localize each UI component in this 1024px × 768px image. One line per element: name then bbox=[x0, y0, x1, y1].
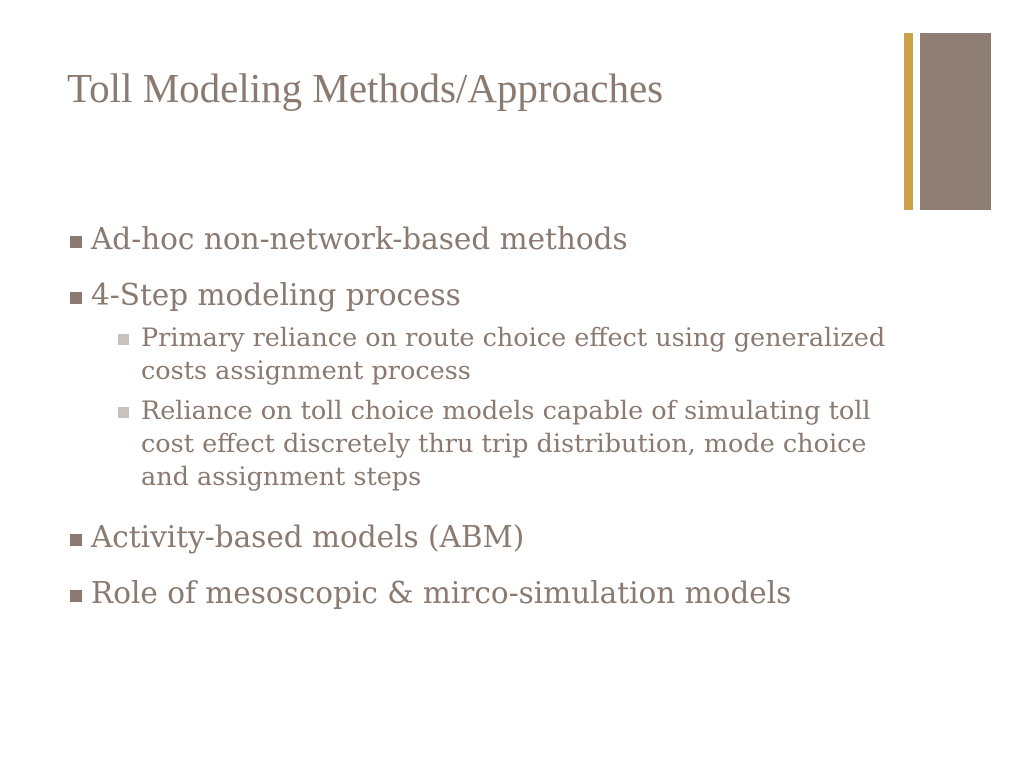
bullet-item bbox=[68, 576, 898, 610]
bullet-item bbox=[68, 222, 898, 256]
bullet-item bbox=[68, 520, 898, 554]
sub-bullet-text: Primary reliance on route choice effect using generalized costs assignment process bbox=[141, 323, 886, 386]
square-sub-bullet-icon bbox=[118, 407, 129, 418]
sub-bullet-text: Reliance on toll choice models capable of simulating toll cost effect discretely thru trip distribution, mode choice and assignment steps bbox=[141, 396, 871, 492]
square-bullet-icon bbox=[70, 292, 82, 304]
sub-bullet-item bbox=[115, 395, 898, 494]
square-bullet-icon bbox=[70, 590, 82, 602]
bullet-text: Activity-based models (ABM) bbox=[91, 520, 525, 554]
sub-bullet-item bbox=[115, 322, 898, 388]
bullet-item bbox=[68, 278, 898, 494]
sub-bullet-list bbox=[91, 322, 898, 494]
bullet-text: 4-Step modeling process bbox=[91, 278, 461, 312]
square-bullet-icon bbox=[70, 236, 82, 248]
square-bullet-icon bbox=[70, 534, 82, 546]
accent-gold-bar bbox=[904, 33, 913, 210]
bullet-text: Ad-hoc non-network-based methods bbox=[91, 222, 628, 256]
bullet-text: Role of mesoscopic & mirco-simulation models bbox=[91, 576, 792, 610]
square-sub-bullet-icon bbox=[118, 334, 129, 345]
accent-block bbox=[920, 33, 991, 210]
bullet-list bbox=[68, 222, 898, 632]
slide-title: Toll Modeling Methods/Approaches bbox=[67, 65, 664, 111]
